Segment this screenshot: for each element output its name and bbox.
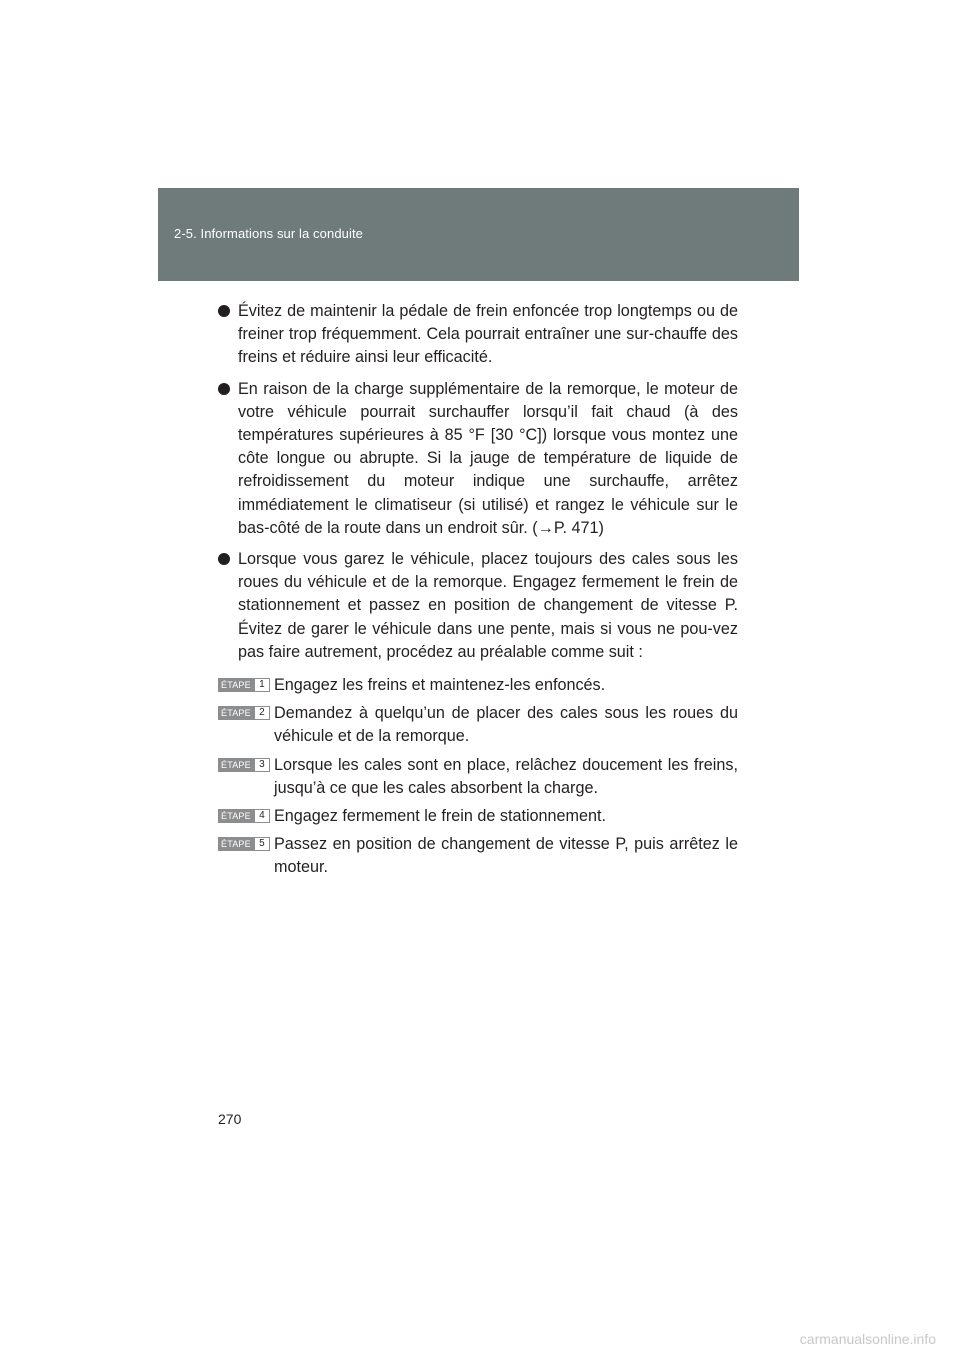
step-text: Engagez fermement le frein de stationnement. xyxy=(274,807,607,826)
bullet-text: Évitez de maintenir la pédale de frein enfoncée trop longtemps ou de freiner trop fréquemment. Cela pourrait entraîner une sur-chauffe des freins et réduire ainsi leur efficacité. xyxy=(238,302,738,367)
step-badge-icon xyxy=(218,837,270,851)
bullet-item xyxy=(218,548,738,664)
step-list xyxy=(218,674,738,880)
step-label: ÉTAPE xyxy=(218,758,254,772)
step-number: 2 xyxy=(254,706,270,720)
bullet-dot-icon xyxy=(218,305,230,317)
bullet-item xyxy=(218,378,738,540)
step-label: ÉTAPE xyxy=(218,706,254,720)
step-text: Lorsque les cales sont en place, relâchez doucement les freins, jusqu’à ce que les cales absorbent la charge. xyxy=(274,755,738,797)
step-badge-icon xyxy=(218,809,270,823)
step-label: ÉTAPE xyxy=(218,809,254,823)
step-item xyxy=(218,674,738,697)
bullet-dot-icon xyxy=(218,383,230,395)
step-number: 5 xyxy=(254,837,270,851)
page-number: 270 xyxy=(218,1111,242,1127)
step-badge-icon xyxy=(218,758,270,772)
step-number: 1 xyxy=(254,678,270,692)
bullet-dot-icon xyxy=(218,553,230,565)
step-label: ÉTAPE xyxy=(218,837,254,851)
bullet-text: Lorsque vous garez le véhicule, placez toujours des cales sous les roues du véhicule et de la remorque. Engagez fermement le frein de stationnement et passez en position de changement de vitesse P. Évitez de garer le véhicule dans une pente, mais si vous ne pou-vez pas faire autrement, procédez au préalable comme suit : xyxy=(238,550,738,661)
step-text: Passez en position de changement de vitesse P, puis arrêtez le moteur. xyxy=(274,835,738,877)
section-title: 2-5. Informations sur la conduite xyxy=(174,226,364,241)
bullet-text: En raison de la charge supplémentaire de la remorque, le moteur de votre véhicule pourrait surchauffer lorsqu’il fait chaud (à des températures supérieures à 85 °F [30 °C]) lorsque vous montez une côte longue ou abrupte. Si la jauge de température de liquide de refroidissement du moteur indique une surchauffe, arrêtez immédiatement le climatiseur (si utilisé) et rangez le véhicule sur le bas-côté de la route dans un endroit sûr. (→P. 471) xyxy=(238,379,738,537)
page-content xyxy=(218,300,738,885)
step-badge-icon xyxy=(218,706,270,720)
step-item xyxy=(218,833,738,879)
step-number: 3 xyxy=(254,758,270,772)
step-item xyxy=(218,754,738,800)
step-label: ÉTAPE xyxy=(218,678,254,692)
step-item xyxy=(218,805,738,828)
watermark-text: carmanualsonline.info xyxy=(799,1331,936,1347)
step-badge-icon xyxy=(218,678,270,692)
section-header-band xyxy=(158,188,799,281)
bullet-item xyxy=(218,300,738,370)
step-number: 4 xyxy=(254,809,270,823)
step-item xyxy=(218,702,738,748)
step-text: Demandez à quelqu’un de placer des cales sous les roues du véhicule et de la remorque. xyxy=(274,704,738,746)
step-text: Engagez les freins et maintenez-les enfoncés. xyxy=(274,676,606,695)
